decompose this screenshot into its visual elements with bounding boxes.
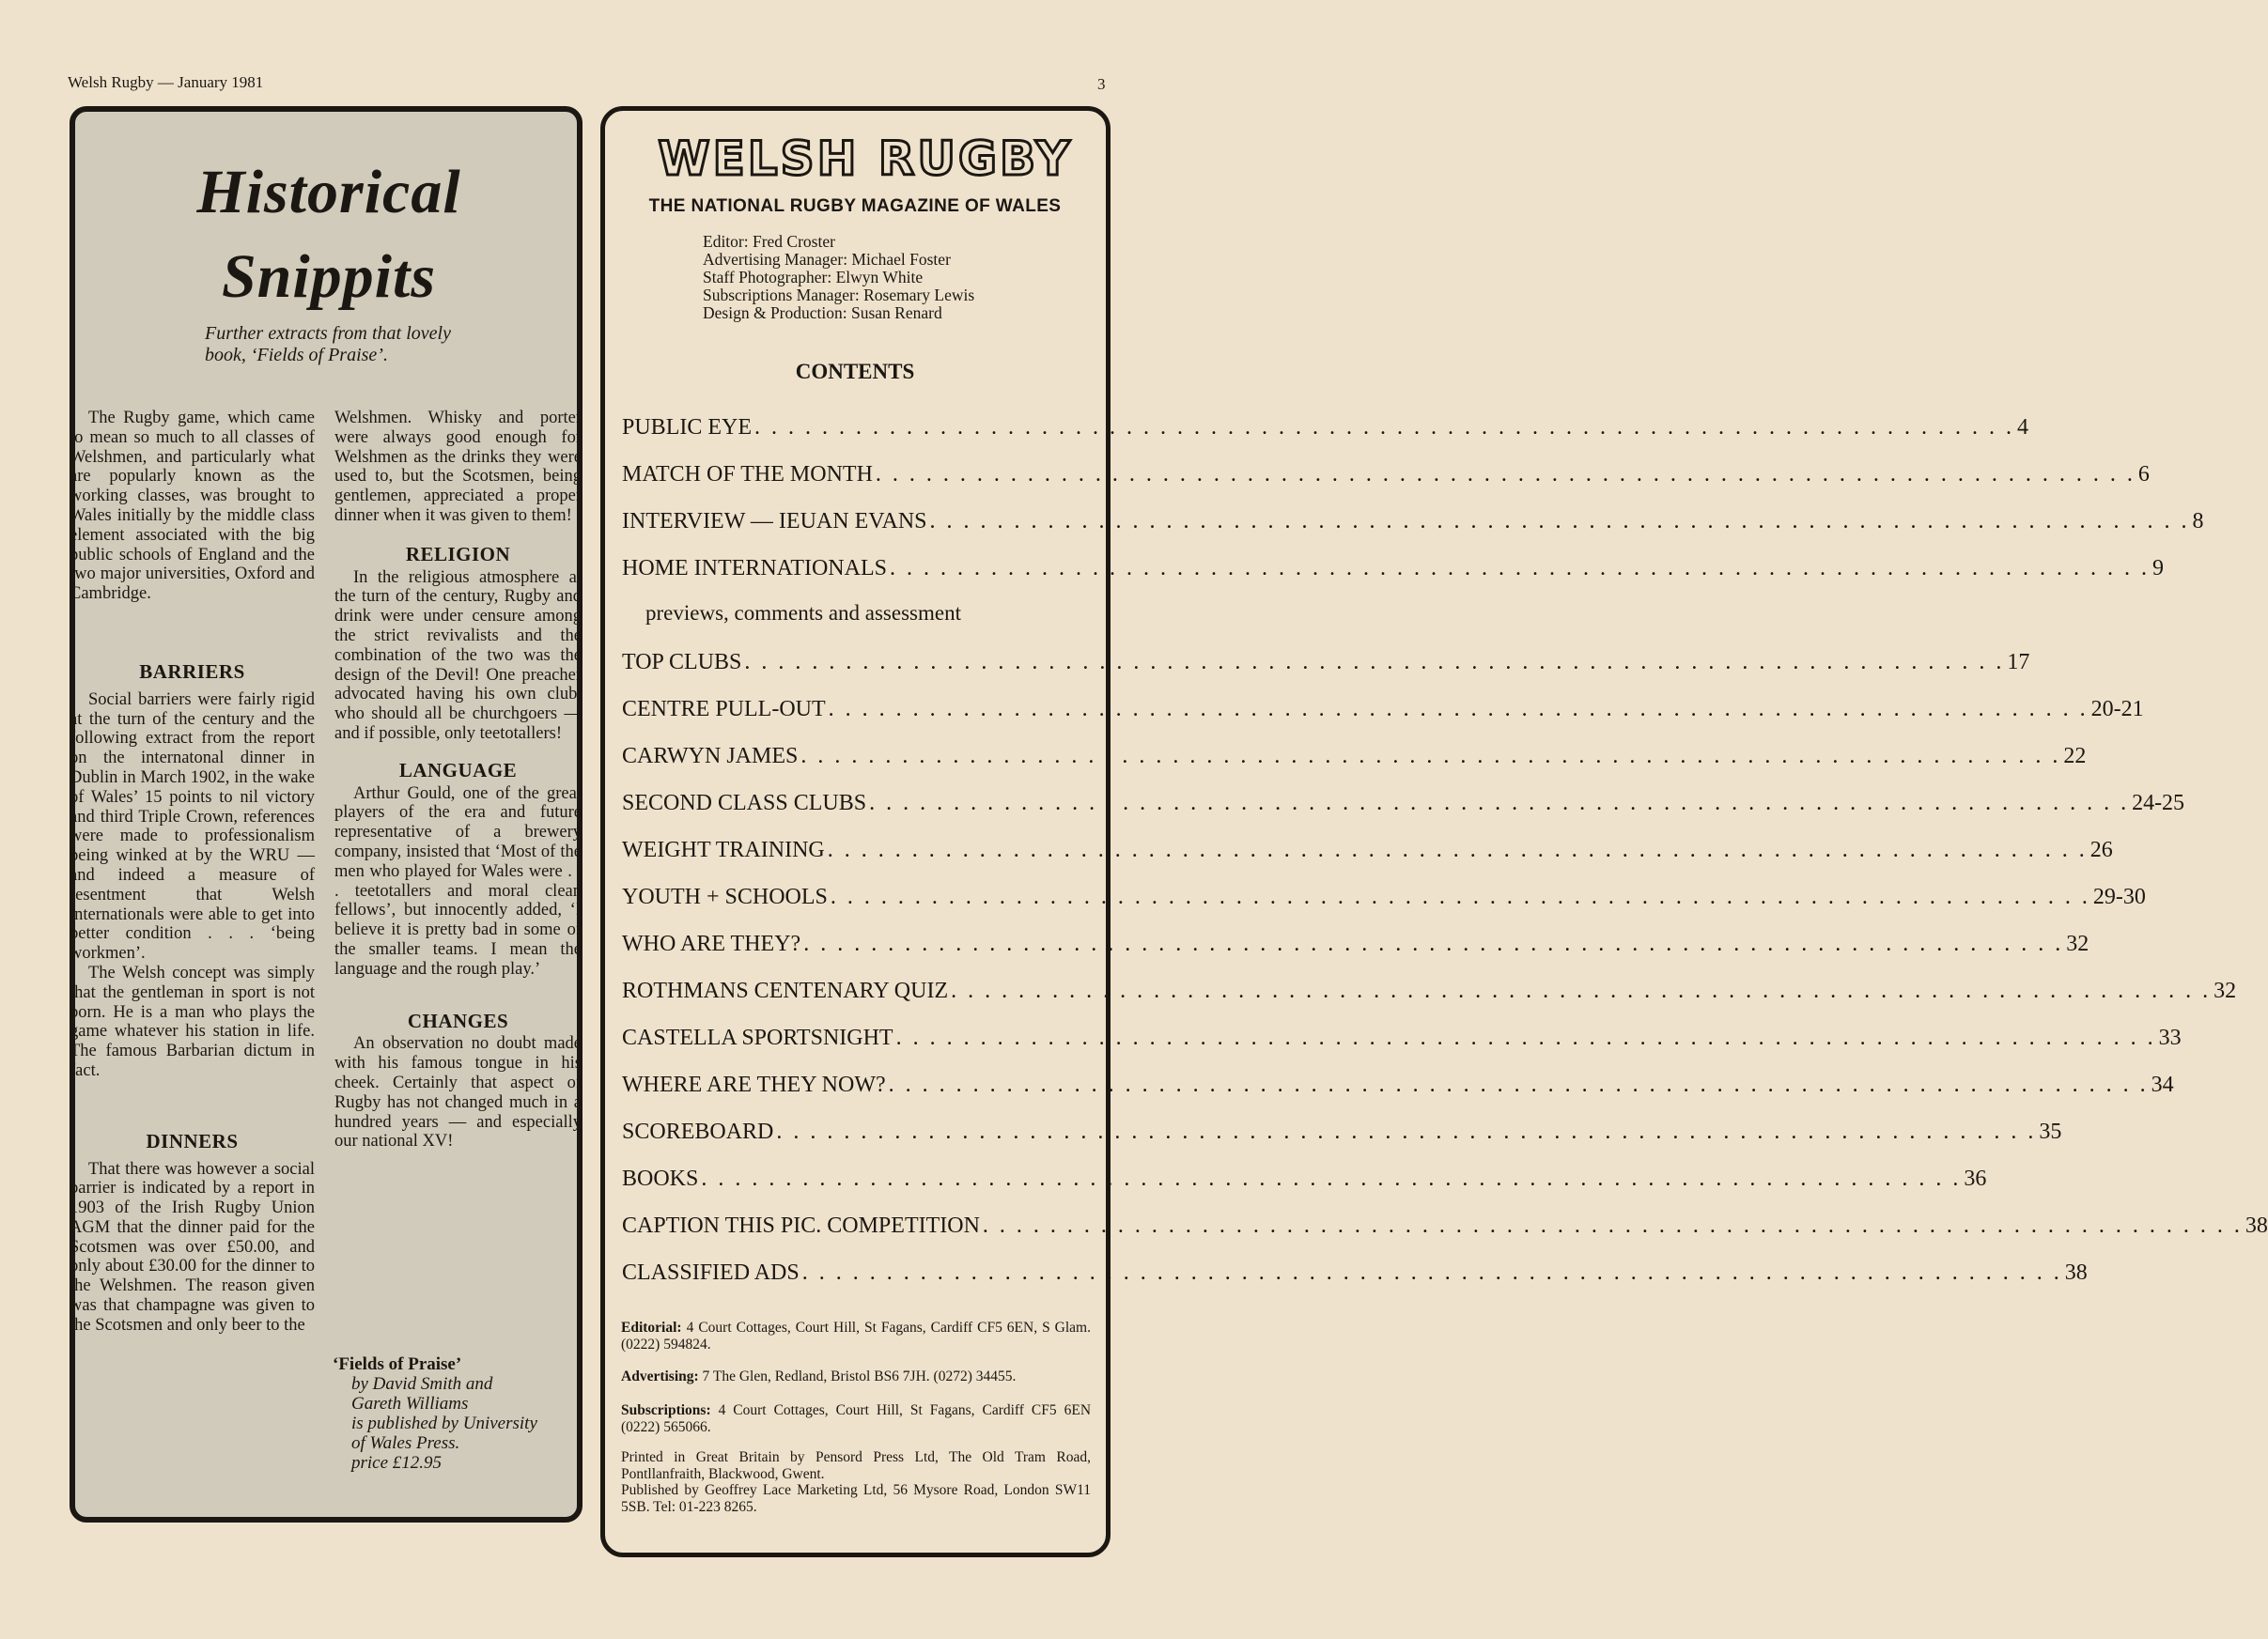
contents-entry: [622, 1073, 2174, 1098]
section-heading-dinners: DINNERS: [146, 1129, 239, 1152]
address-label: Advertising:: [621, 1368, 699, 1384]
article-subtitle: Further extracts from that lovely book, ‘Fields of Praise’.: [205, 323, 451, 365]
contents-entry-page: 9: [2151, 556, 2164, 580]
contents-entry: [622, 697, 2144, 722]
subscriptions-address: [621, 1402, 1091, 1435]
contents-entry-title: CLASSIFIED ADS: [622, 1260, 800, 1285]
dot-leader: [776, 1120, 2036, 1145]
contents-entry-page: 20-21: [2090, 697, 2144, 721]
logo-text: WELSH RUGBY: [658, 131, 1073, 186]
dot-leader: [869, 791, 2129, 816]
article-title-line1: Historical: [196, 158, 461, 226]
contents-entry-title: CASTELLA SPORTSNIGHT: [622, 1026, 893, 1050]
article-title: [150, 150, 507, 319]
dot-leader: [896, 1026, 2156, 1051]
contents-entry-title: TOP CLUBS: [622, 650, 742, 674]
printer-info: [621, 1449, 1091, 1515]
contents-entry-title: CAPTION THIS PIC. COMPETITION: [622, 1214, 980, 1238]
address-text: 4 Court Cottages, Court Hill, St Fagans, Cardiff CF5 6EN (0222) 565066.: [621, 1402, 1092, 1435]
dot-leader: [802, 1260, 2062, 1286]
contents-entry: [622, 791, 2185, 816]
dot-leader: [876, 462, 2136, 487]
article-column-1: [70, 409, 315, 1336]
contents-entry: [622, 744, 2087, 769]
dot-leader: [800, 744, 2060, 769]
address-text: 7 The Glen, Redland, Bristol BS6 7JH. (0272) 34455.: [702, 1368, 1017, 1384]
welsh-rugby-logo: [658, 131, 1073, 186]
book-title: ‘Fields of Praise’: [333, 1354, 462, 1374]
paragraph: The Welsh concept was simply that the gentleman in sport is not born. He is a man who plays the game whatever his station in life. The famous Barbarian dictum in fact.: [70, 963, 315, 1080]
contents-entry-page: 38: [2245, 1214, 2268, 1238]
contents-entry: [622, 1260, 2088, 1286]
contents-entry: [622, 556, 2164, 581]
dot-leader: [831, 885, 2090, 910]
contents-entry-title: PUBLIC EYE: [622, 415, 752, 440]
contents-entry-page: 34: [2151, 1073, 2174, 1097]
contents-entry: [622, 509, 2204, 534]
paragraph: An observation no doubt made with his famous tongue in his cheek. Certainly that aspect of Rugby has not changed much in a hundred years — and especially our national XV!: [334, 1034, 582, 1152]
section-heading-religion: RELIGION: [405, 542, 511, 565]
contents-entry-title: HOME INTERNATIONALS: [622, 556, 887, 580]
contents-entry-title: YOUTH + SCHOOLS: [622, 885, 828, 909]
dot-leader: [754, 415, 2014, 441]
contents-entry-title: WHO ARE THEY?: [622, 932, 801, 956]
paragraph: Social barriers were fairly rigid at the turn of the century and the following extract from the report on the internatonal dinner in Dublin in March 1902, in the wake of Wales’ 15 points to nil victory and third Triple Crown, references were made to professionalism being winked at by the WRU — and indeed a measure of resentment that Welsh internationals were able to get into better condition . . . ‘being workmen’.: [70, 689, 315, 964]
paragraph: The Rugby game, which came to mean so much to all classes of Welshmen, and particularly what are popularly known as the working classes, was brought to Wales initially by the middle class element associated with the big public schools of England and the two major universities, Oxford and Cambridge.: [70, 409, 315, 604]
contents-entry: [622, 650, 2030, 675]
contents-entry-title: CARWYN JAMES: [622, 744, 799, 768]
credit-line: is published by University: [351, 1414, 537, 1433]
masthead-tagline: THE NATIONAL RUGBY MAGAZINE OF WALES: [648, 196, 1062, 216]
staff-line: Staff Photographer: Elwyn White: [703, 268, 924, 286]
paragraph: That there was however a social barrier is indicated by a report in 1903 of the Irish Rugby Union AGM that the dinner paid for the Scotsmen was over £50.00, and only about £30.00 for the dinner to the Welshmen. The reason given was that champagne was given to the Scotsmen and only beer to the: [70, 1159, 315, 1335]
contents-entry-page: 22: [2063, 744, 2087, 768]
advertising-address: [621, 1368, 1091, 1385]
contents-entry-page: 32: [2066, 932, 2089, 956]
credit-line: price £12.95: [351, 1453, 443, 1473]
contents-entry-page: 32: [2214, 979, 2237, 1003]
paragraph: Welshmen. Whisky and porter were always good enough for Welshmen as the drinks they were used to, but the Scotsmen, being gentlemen, appreciated a proper dinner when it was given to them!: [334, 409, 582, 525]
page-number: 3: [1097, 75, 1106, 93]
contents-entry-title: SCOREBOARD: [622, 1120, 774, 1144]
address-label: Subscriptions:: [621, 1402, 711, 1418]
contents-entry: [622, 932, 2089, 957]
contents-entry-page: 36: [1964, 1167, 1987, 1191]
section-heading-language: LANGUAGE: [398, 758, 518, 781]
published-by: Published by Geoffrey Lace Marketing Ltd, 56 Mysore Road, London SW11 5SB. Tel: 01-223 8265.: [621, 1482, 1091, 1515]
contents-entry: [622, 1214, 2268, 1239]
contents-entry-page: 35: [2039, 1120, 2062, 1144]
contents-entry-page: 4: [2017, 415, 2028, 440]
contents-entry-page: 8: [2192, 509, 2204, 533]
contents-entry: [622, 1167, 1987, 1192]
contents-entry-title: WHERE ARE THEY NOW?: [622, 1073, 886, 1097]
article-title-line2: Snippits: [221, 242, 437, 311]
contents-entry-title: SECOND CLASS CLUBS: [622, 791, 867, 815]
contents-entry-title: BOOKS: [622, 1167, 699, 1191]
contents-entry: [622, 462, 2150, 487]
contents-entry-title: ROTHMANS CENTENARY QUIZ: [622, 979, 949, 1003]
dot-leader: [951, 979, 2211, 1004]
contents-entry: [622, 838, 2113, 863]
article-column-2: [334, 409, 582, 1152]
contents-entry: [622, 1026, 2182, 1051]
contents-entry-title: MATCH OF THE MONTH: [622, 462, 873, 487]
dot-leader: [890, 556, 2150, 581]
credit-line: Gareth Williams: [351, 1394, 469, 1414]
printed-by: Printed in Great Britain by Pensord Press Ltd, The Old Tram Road, Pontllanfraith, Blackwood, Gwent.: [621, 1449, 1091, 1482]
contents-entry-page: 17: [2007, 650, 2030, 674]
section-heading-barriers: BARRIERS: [139, 659, 245, 683]
contents-entry: [622, 415, 2028, 441]
contents-entry: [622, 979, 2237, 1004]
dot-leader: [828, 838, 2088, 863]
contents-entry-page: 6: [2137, 462, 2150, 487]
dot-leader: [889, 1073, 2149, 1098]
running-head: Welsh Rugby — January 1981: [68, 73, 264, 91]
staff-line: Editor: Fred Croster: [703, 232, 835, 251]
address-label: Editorial:: [621, 1320, 682, 1336]
dot-leader: [930, 509, 2190, 534]
dot-leader: [829, 697, 2089, 722]
editorial-address: [621, 1320, 1091, 1353]
section-heading-changes: CHANGES: [407, 1009, 509, 1032]
contents-entry-page: 26: [2089, 838, 2113, 862]
contents-entry-page: 24-25: [2132, 791, 2185, 815]
contents-subentry: previews, comments and assessment: [645, 601, 961, 625]
contents-entry: [622, 885, 2146, 910]
dot-leader: [701, 1167, 1961, 1192]
contents-entry-title: CENTRE PULL-OUT: [622, 697, 826, 721]
paragraph: Arthur Gould, one of the great players of the era and future representative of a brewery company, insisted that ‘Most of the men who played for Wales were . . . teetotallers and moral clean fellows’, but innocently added, ‘I believe it is pretty bad in some of the smaller teams. I mean the language and the rough play.’: [334, 783, 582, 979]
staff-line: Subscriptions Manager: Rosemary Lewis: [703, 286, 975, 304]
contents-entry-title: INTERVIEW — IEUAN EVANS: [622, 509, 927, 533]
dot-leader: [803, 932, 2063, 957]
book-credit: [333, 1354, 582, 1473]
staff-line: Advertising Manager: Michael Foster: [703, 250, 951, 269]
dot-leader: [983, 1214, 2243, 1239]
staff-list: [703, 233, 974, 322]
staff-line: Design & Production: Susan Renard: [703, 303, 942, 322]
contents-heading: CONTENTS: [795, 360, 915, 383]
contents-entry-page: 33: [2158, 1026, 2182, 1050]
dot-leader: [744, 650, 2004, 675]
paragraph: In the religious atmosphere at the turn of the century, Rugby and drink were under censure among the strict revivalists and the combination of the two was the design of the Devil! One preacher advocated having his own club, who should all be churchgoers — and if possible, only teetotallers!: [334, 567, 582, 743]
credit-line: of Wales Press.: [351, 1433, 460, 1453]
address-text: 4 Court Cottages, Court Hill, St Fagans, Cardiff CF5 6EN, S Glam. (0222) 594824.: [621, 1320, 1091, 1353]
contents-entry-page: 29-30: [2092, 885, 2146, 909]
contents-entry-page: 38: [2064, 1260, 2088, 1285]
contents-entry: [622, 1120, 2062, 1145]
credit-line: by David Smith and: [351, 1374, 493, 1394]
contents-entry-title: WEIGHT TRAINING: [622, 838, 825, 862]
